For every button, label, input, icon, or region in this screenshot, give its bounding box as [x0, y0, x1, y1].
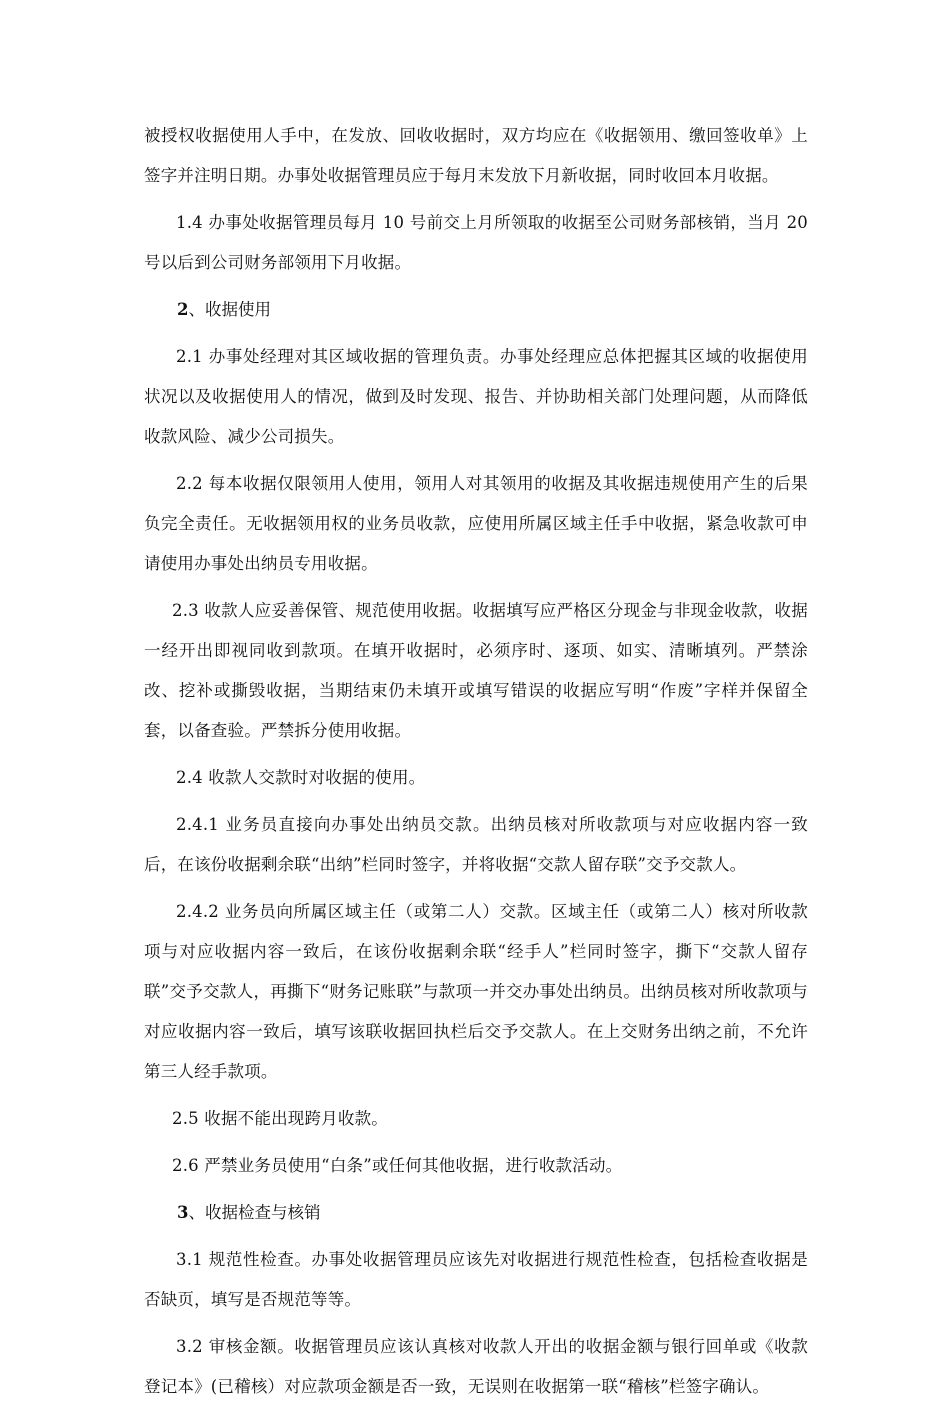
- paragraph-2-6: 2.6 严禁业务员使用“白条”或任何其他收据，进行收款活动。: [172, 1156, 623, 1175]
- section-title: 、收据检查与核销: [188, 1203, 321, 1222]
- paragraph-2-4: 2.4 收款人交款时对收据的使用。: [176, 768, 426, 787]
- section-heading-3: [144, 1193, 808, 1233]
- paragraph-2-4-2: 2.4.2 业务员向所属区域主任（或第二人）交款。区域主任（或第二人）核对所收款项与对应收据内容一致后，在该份收据剩余联“经手人”栏同时签字，撕下“交款人留存联”交予交款人，再撕下“财务记账联”与款项一并交办事处出纳员。出纳员核对所收款项与对应收据内容一致后，填写该联收据回执栏后交予交款人。在上交财务出纳之前，不允许第三人经手款项。: [144, 902, 808, 1081]
- paragraph-2-4-1: 2.4.1 业务员直接向办事处出纳员交款。出纳员核对所收款项与对应收据内容一致后，在该份收据剩余联“出纳”栏同时签字，并将收据“交款人留存联”交予交款人。: [144, 815, 808, 874]
- paragraph-continuation: 被授权收据使用人手中，在发放、回收收据时，双方均应在《收据领用、缴回签收单》上签字并注明日期。办事处收据管理员应于每月末发放下月新收据，同时收回本月收据。: [144, 126, 808, 185]
- document-page: [144, 116, 808, 1414]
- paragraph-2-3: 2.3 收款人应妥善保管、规范使用收据。收据填写应严格区分现金与非现金收款，收据一经开出即视同收到款项。在填开收据时，必须序时、逐项、如实、清晰填列。严禁涂改、挖补或撕毁收据，当期结束仍未填开或填写错误的收据应写明“作废”字样并保留全套，以备查验。严禁拆分使用收据。: [144, 601, 808, 740]
- section-number: 2: [177, 300, 189, 319]
- paragraph-2-2: 2.2 每本收据仅限领用人使用，领用人对其领用的收据及其收据违规使用产生的后果负完全责任。无收据领用权的业务员收款，应使用所属区域主任手中收据，紧急收款可申请使用办事处出纳员专用收据。: [144, 474, 808, 573]
- section-title: 、收据使用: [188, 300, 271, 319]
- paragraph-2-5: 2.5 收据不能出现跨月收款。: [172, 1109, 388, 1128]
- paragraph-2-1: 2.1 办事处经理对其区域收据的管理负责。办事处经理应总体把握其区域的收据使用状况以及收据使用人的情况，做到及时发现、报告、并协助相关部门处理问题，从而降低收款风险、减少公司损失。: [144, 347, 808, 446]
- paragraph-3-1: 3.1 规范性检查。办事处收据管理员应该先对收据进行规范性检查，包括检查收据是否缺页，填写是否规范等等。: [144, 1250, 808, 1309]
- paragraph-3-2: 3.2 审核金额。收据管理员应该认真核对收款人开出的收据金额与银行回单或《收款登记本》(已稽核）对应款项金额是否一致，无误则在收据第一联“稽核”栏签字确认。: [144, 1337, 808, 1396]
- section-heading-2: [144, 290, 808, 330]
- section-number: 3: [177, 1203, 189, 1222]
- paragraph-1-4: 1.4 办事处收据管理员每月 10 号前交上月所领取的收据至公司财务部核销，当月 20 号以后到公司财务部领用下月收据。: [144, 213, 808, 272]
